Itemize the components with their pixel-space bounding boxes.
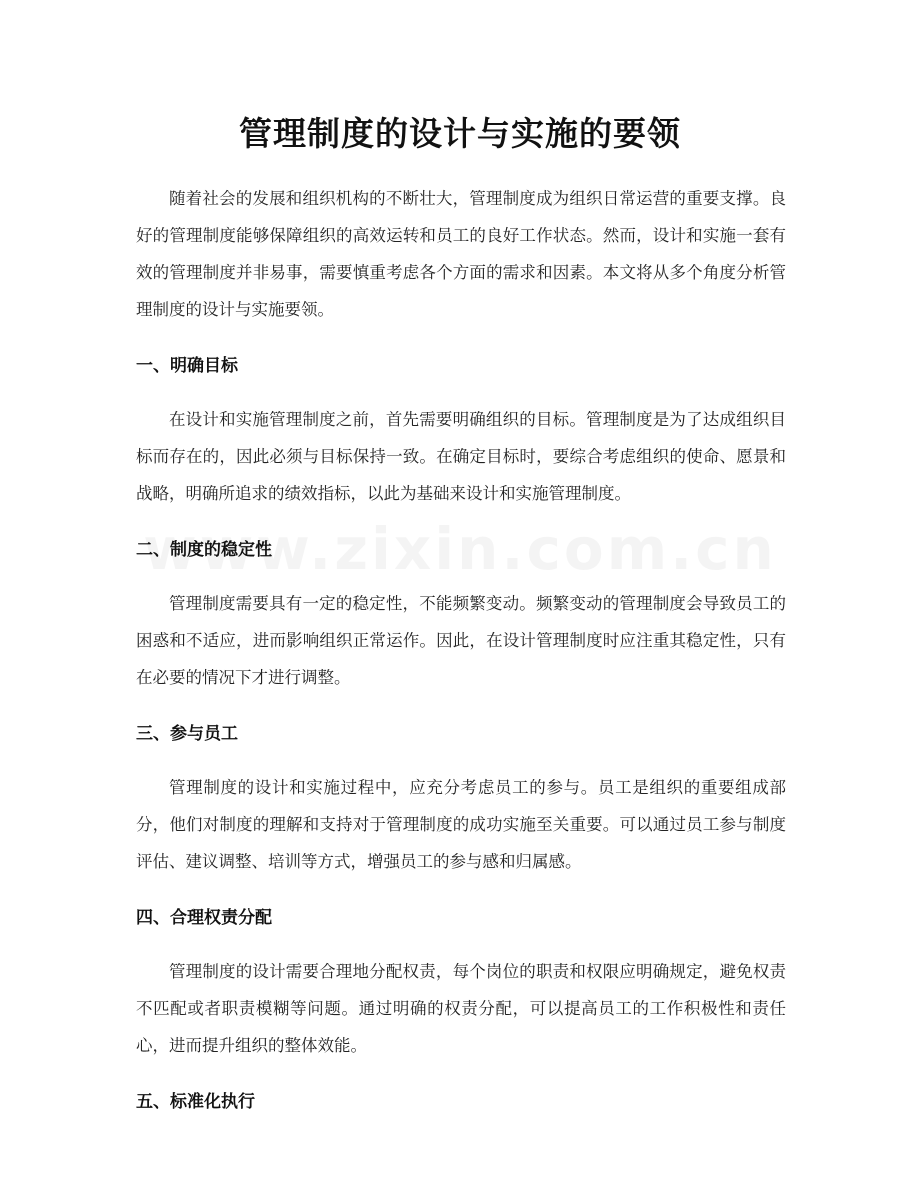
document-body — [136, 180, 786, 1121]
section-heading-3: 三、参与员工 — [136, 724, 238, 744]
section-body-2: 管理制度需要具有一定的稳定性，不能频繁变动。频繁变动的管理制度会导致员工的困惑和不适应，进而影响组织正常运作。因此，在设计管理制度时应注重其稳定性，只有在必要的情况下才进行调整。 — [136, 594, 786, 687]
section-heading-4: 四、合理权责分配 — [136, 908, 272, 928]
section-body-3: 管理制度的设计和实施过程中，应充分考虑员工的参与。员工是组织的重要组成部分，他们对制度的理解和支持对于管理制度的成功实施至关重要。可以通过员工参与制度评估、建议调整、培训等方式，增强员工的参与感和归属感。 — [136, 778, 786, 871]
section-heading-5: 五、标准化执行 — [136, 1092, 255, 1112]
section-heading-2: 二、制度的稳定性 — [136, 540, 272, 560]
intro-paragraph: 随着社会的发展和组织机构的不断壮大，管理制度成为组织日常运营的重要支撑。良好的管理制度能够保障组织的高效运转和员工的良好工作状态。然而，设计和实施一套有效的管理制度并非易事，需要慎重考虑各个方面的需求和因素。本文将从多个角度分析管理制度的设计与实施要领。 — [136, 189, 786, 319]
section-heading-1: 一、明确目标 — [136, 356, 238, 376]
document-title: 管理制度的设计与实施的要领 — [239, 114, 681, 153]
section-body-4: 管理制度的设计需要合理地分配权责，每个岗位的职责和权限应明确规定，避免权责不匹配或者职责模糊等问题。通过明确的权责分配，可以提高员工的工作积极性和责任心，进而提升组织的整体效能。 — [136, 962, 786, 1055]
section-body-1: 在设计和实施管理制度之前，首先需要明确组织的目标。管理制度是为了达成组织目标而存在的，因此必须与目标保持一致。在确定目标时，要综合考虑组织的使命、愿景和战略，明确所追求的绩效指标，以此为基础来设计和实施管理制度。 — [136, 410, 786, 503]
